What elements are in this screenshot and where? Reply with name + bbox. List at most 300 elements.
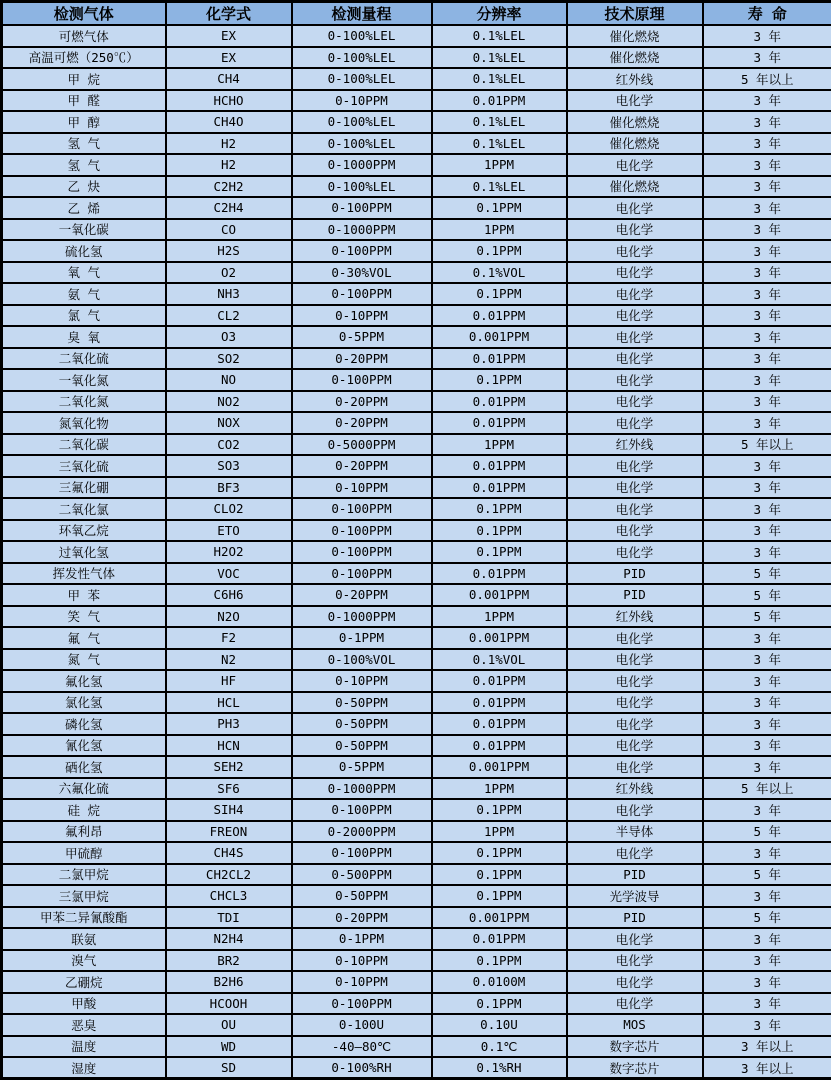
cell-formula: HF bbox=[166, 670, 292, 692]
cell-principle: 电化学 bbox=[567, 348, 703, 370]
cell-range: 0-50PPM bbox=[292, 692, 432, 714]
cell-principle: PID bbox=[567, 584, 703, 606]
cell-resolution: 0.1℃ bbox=[432, 1036, 567, 1058]
cell-principle: 催化燃烧 bbox=[567, 47, 703, 69]
cell-resolution: 0.1%LEL bbox=[432, 47, 567, 69]
cell-lifespan: 3 年 bbox=[703, 541, 831, 563]
cell-resolution: 0.01PPM bbox=[432, 348, 567, 370]
cell-principle: 红外线 bbox=[567, 606, 703, 628]
table-row bbox=[2, 283, 831, 305]
cell-resolution: 0.1PPM bbox=[432, 197, 567, 219]
cell-resolution: 0.1PPM bbox=[432, 541, 567, 563]
cell-range: -40—80℃ bbox=[292, 1036, 432, 1058]
cell-principle: 催化燃烧 bbox=[567, 25, 703, 47]
table-row bbox=[2, 305, 831, 327]
cell-lifespan: 5 年 bbox=[703, 563, 831, 585]
cell-gas: 氢 气 bbox=[2, 154, 166, 176]
cell-gas: 氟利昂 bbox=[2, 821, 166, 843]
cell-range: 0-100%VOL bbox=[292, 649, 432, 671]
table-row bbox=[2, 348, 831, 370]
table-row bbox=[2, 799, 831, 821]
table-row bbox=[2, 907, 831, 929]
cell-formula: CO bbox=[166, 219, 292, 241]
cell-formula: NO bbox=[166, 369, 292, 391]
table-row bbox=[2, 735, 831, 757]
cell-lifespan: 5 年 bbox=[703, 584, 831, 606]
table-row bbox=[2, 778, 831, 800]
cell-range: 0-5PPM bbox=[292, 756, 432, 778]
cell-lifespan: 5 年以上 bbox=[703, 778, 831, 800]
cell-principle: 红外线 bbox=[567, 434, 703, 456]
cell-principle: PID bbox=[567, 563, 703, 585]
cell-range: 0-20PPM bbox=[292, 412, 432, 434]
cell-formula: N2H4 bbox=[166, 928, 292, 950]
cell-range: 0-10PPM bbox=[292, 950, 432, 972]
table-row bbox=[2, 842, 831, 864]
cell-lifespan: 5 年 bbox=[703, 864, 831, 886]
table-row bbox=[2, 713, 831, 735]
table-row bbox=[2, 864, 831, 886]
cell-principle: 电化学 bbox=[567, 240, 703, 262]
cell-gas: 二氧化氮 bbox=[2, 391, 166, 413]
table-row bbox=[2, 68, 831, 90]
cell-resolution: 0.01PPM bbox=[432, 90, 567, 112]
cell-gas: 氟化氢 bbox=[2, 670, 166, 692]
cell-resolution: 0.1%LEL bbox=[432, 25, 567, 47]
cell-lifespan: 5 年 bbox=[703, 907, 831, 929]
cell-range: 0-20PPM bbox=[292, 455, 432, 477]
cell-formula: CH4S bbox=[166, 842, 292, 864]
cell-lifespan: 3 年 bbox=[703, 950, 831, 972]
cell-principle: 电化学 bbox=[567, 305, 703, 327]
cell-formula: H2 bbox=[166, 133, 292, 155]
cell-principle: 电化学 bbox=[567, 455, 703, 477]
cell-resolution: 1PPM bbox=[432, 606, 567, 628]
cell-lifespan: 3 年 bbox=[703, 25, 831, 47]
cell-lifespan: 3 年 bbox=[703, 928, 831, 950]
cell-principle: 电化学 bbox=[567, 154, 703, 176]
cell-gas: 甲 醇 bbox=[2, 111, 166, 133]
cell-resolution: 0.1PPM bbox=[432, 864, 567, 886]
cell-resolution: 0.01PPM bbox=[432, 928, 567, 950]
cell-formula: N2O bbox=[166, 606, 292, 628]
cell-range: 0-1000PPM bbox=[292, 778, 432, 800]
cell-formula: CLO2 bbox=[166, 498, 292, 520]
cell-gas: 三氧化硫 bbox=[2, 455, 166, 477]
cell-range: 0-30%VOL bbox=[292, 262, 432, 284]
cell-principle: 电化学 bbox=[567, 520, 703, 542]
cell-range: 0-1000PPM bbox=[292, 606, 432, 628]
cell-gas: 二氧化硫 bbox=[2, 348, 166, 370]
cell-gas: 氢 气 bbox=[2, 133, 166, 155]
cell-lifespan: 3 年以上 bbox=[703, 1036, 831, 1058]
table-row bbox=[2, 627, 831, 649]
cell-principle: 催化燃烧 bbox=[567, 176, 703, 198]
cell-gas: 三氯甲烷 bbox=[2, 885, 166, 907]
table-row bbox=[2, 971, 831, 993]
header-cell-lifespan: 寿 命 bbox=[703, 2, 831, 26]
table-row bbox=[2, 477, 831, 499]
cell-resolution: 0.1%LEL bbox=[432, 68, 567, 90]
cell-formula: OU bbox=[166, 1014, 292, 1036]
cell-range: 0-5000PPM bbox=[292, 434, 432, 456]
table-row bbox=[2, 606, 831, 628]
cell-lifespan: 3 年 bbox=[703, 692, 831, 714]
cell-lifespan: 3 年 bbox=[703, 133, 831, 155]
cell-resolution: 0.01PPM bbox=[432, 713, 567, 735]
cell-principle: 电化学 bbox=[567, 842, 703, 864]
cell-lifespan: 3 年 bbox=[703, 649, 831, 671]
header-cell-formula: 化学式 bbox=[166, 2, 292, 26]
cell-principle: 电化学 bbox=[567, 283, 703, 305]
table-row bbox=[2, 993, 831, 1015]
header-cell-range: 检测量程 bbox=[292, 2, 432, 26]
cell-formula: F2 bbox=[166, 627, 292, 649]
cell-principle: 电化学 bbox=[567, 756, 703, 778]
cell-resolution: 0.01PPM bbox=[432, 305, 567, 327]
cell-principle: 数字芯片 bbox=[567, 1036, 703, 1058]
cell-principle: 电化学 bbox=[567, 90, 703, 112]
table-row bbox=[2, 1014, 831, 1036]
cell-lifespan: 3 年 bbox=[703, 799, 831, 821]
cell-formula: O2 bbox=[166, 262, 292, 284]
cell-lifespan: 3 年 bbox=[703, 1014, 831, 1036]
cell-range: 0-10PPM bbox=[292, 90, 432, 112]
cell-gas: 氨 气 bbox=[2, 283, 166, 305]
cell-gas: 联氨 bbox=[2, 928, 166, 950]
cell-lifespan: 3 年 bbox=[703, 735, 831, 757]
cell-range: 0-20PPM bbox=[292, 584, 432, 606]
cell-range: 0-100%LEL bbox=[292, 47, 432, 69]
cell-formula: B2H6 bbox=[166, 971, 292, 993]
cell-formula: EX bbox=[166, 25, 292, 47]
cell-range: 0-100PPM bbox=[292, 283, 432, 305]
table-row bbox=[2, 326, 831, 348]
cell-gas: 氮 气 bbox=[2, 649, 166, 671]
table-row bbox=[2, 412, 831, 434]
cell-formula: HCN bbox=[166, 735, 292, 757]
cell-formula: HCOOH bbox=[166, 993, 292, 1015]
cell-gas: 乙 烯 bbox=[2, 197, 166, 219]
header-cell-gas: 检测气体 bbox=[2, 2, 166, 26]
cell-lifespan: 3 年 bbox=[703, 412, 831, 434]
cell-resolution: 0.1PPM bbox=[432, 520, 567, 542]
cell-principle: 红外线 bbox=[567, 778, 703, 800]
cell-gas: 过氧化氢 bbox=[2, 541, 166, 563]
cell-principle: 电化学 bbox=[567, 391, 703, 413]
table-row bbox=[2, 756, 831, 778]
cell-range: 0-10PPM bbox=[292, 670, 432, 692]
cell-resolution: 0.01PPM bbox=[432, 670, 567, 692]
cell-formula: SO3 bbox=[166, 455, 292, 477]
cell-resolution: 0.001PPM bbox=[432, 627, 567, 649]
cell-gas: 湿度 bbox=[2, 1057, 166, 1079]
cell-range: 0-100PPM bbox=[292, 520, 432, 542]
cell-range: 0-100%LEL bbox=[292, 111, 432, 133]
cell-lifespan: 3 年 bbox=[703, 455, 831, 477]
cell-formula: NH3 bbox=[166, 283, 292, 305]
cell-lifespan: 3 年 bbox=[703, 885, 831, 907]
cell-resolution: 1PPM bbox=[432, 434, 567, 456]
cell-resolution: 0.01PPM bbox=[432, 563, 567, 585]
cell-range: 0-10PPM bbox=[292, 477, 432, 499]
cell-range: 0-100%LEL bbox=[292, 133, 432, 155]
cell-formula: NOX bbox=[166, 412, 292, 434]
cell-resolution: 0.01PPM bbox=[432, 412, 567, 434]
table-row bbox=[2, 240, 831, 262]
cell-lifespan: 5 年以上 bbox=[703, 434, 831, 456]
cell-range: 0-10PPM bbox=[292, 305, 432, 327]
cell-lifespan: 3 年 bbox=[703, 154, 831, 176]
cell-formula: SIH4 bbox=[166, 799, 292, 821]
cell-principle: 电化学 bbox=[567, 627, 703, 649]
cell-formula: SD bbox=[166, 1057, 292, 1079]
table-header bbox=[2, 2, 831, 26]
table-row bbox=[2, 498, 831, 520]
cell-principle: 电化学 bbox=[567, 412, 703, 434]
cell-range: 0-50PPM bbox=[292, 885, 432, 907]
table-row bbox=[2, 47, 831, 69]
cell-lifespan: 3 年 bbox=[703, 348, 831, 370]
cell-lifespan: 3 年 bbox=[703, 670, 831, 692]
cell-lifespan: 3 年 bbox=[703, 240, 831, 262]
cell-lifespan: 3 年 bbox=[703, 993, 831, 1015]
cell-formula: EX bbox=[166, 47, 292, 69]
cell-resolution: 0.1PPM bbox=[432, 799, 567, 821]
cell-resolution: 0.1PPM bbox=[432, 283, 567, 305]
cell-formula: SO2 bbox=[166, 348, 292, 370]
cell-gas: 硫化氢 bbox=[2, 240, 166, 262]
cell-range: 0-100PPM bbox=[292, 799, 432, 821]
cell-gas: 挥发性气体 bbox=[2, 563, 166, 585]
cell-formula: CH4O bbox=[166, 111, 292, 133]
cell-formula: CL2 bbox=[166, 305, 292, 327]
cell-formula: CHCL3 bbox=[166, 885, 292, 907]
cell-principle: 电化学 bbox=[567, 735, 703, 757]
cell-range: 0-20PPM bbox=[292, 391, 432, 413]
cell-lifespan: 3 年 bbox=[703, 262, 831, 284]
cell-principle: 电化学 bbox=[567, 326, 703, 348]
cell-range: 0-1000PPM bbox=[292, 154, 432, 176]
cell-formula: ETO bbox=[166, 520, 292, 542]
cell-resolution: 0.1PPM bbox=[432, 369, 567, 391]
cell-range: 0-100PPM bbox=[292, 197, 432, 219]
cell-resolution: 0.1PPM bbox=[432, 498, 567, 520]
cell-gas: 硒化氢 bbox=[2, 756, 166, 778]
cell-formula: FREON bbox=[166, 821, 292, 843]
cell-formula: NO2 bbox=[166, 391, 292, 413]
cell-formula: H2S bbox=[166, 240, 292, 262]
cell-resolution: 0.01PPM bbox=[432, 391, 567, 413]
cell-resolution: 1PPM bbox=[432, 219, 567, 241]
table-row bbox=[2, 25, 831, 47]
cell-principle: 电化学 bbox=[567, 950, 703, 972]
cell-gas: 磷化氢 bbox=[2, 713, 166, 735]
cell-formula: BR2 bbox=[166, 950, 292, 972]
cell-range: 0-2000PPM bbox=[292, 821, 432, 843]
cell-range: 0-500PPM bbox=[292, 864, 432, 886]
table-row bbox=[2, 111, 831, 133]
cell-formula: SF6 bbox=[166, 778, 292, 800]
cell-range: 0-50PPM bbox=[292, 713, 432, 735]
cell-principle: 催化燃烧 bbox=[567, 133, 703, 155]
cell-lifespan: 3 年 bbox=[703, 90, 831, 112]
cell-principle: 电化学 bbox=[567, 692, 703, 714]
cell-formula: H2 bbox=[166, 154, 292, 176]
cell-resolution: 1PPM bbox=[432, 778, 567, 800]
cell-principle: 电化学 bbox=[567, 713, 703, 735]
table-row bbox=[2, 1057, 831, 1079]
table-body bbox=[2, 25, 831, 1079]
cell-gas: 乙 炔 bbox=[2, 176, 166, 198]
cell-gas: 笑 气 bbox=[2, 606, 166, 628]
cell-gas: 氮氧化物 bbox=[2, 412, 166, 434]
cell-resolution: 0.01PPM bbox=[432, 477, 567, 499]
cell-resolution: 0.01PPM bbox=[432, 692, 567, 714]
table-row bbox=[2, 885, 831, 907]
cell-principle: 电化学 bbox=[567, 262, 703, 284]
cell-principle: 电化学 bbox=[567, 197, 703, 219]
table-row bbox=[2, 928, 831, 950]
cell-resolution: 0.01PPM bbox=[432, 455, 567, 477]
cell-range: 0-20PPM bbox=[292, 348, 432, 370]
cell-gas: 氧 气 bbox=[2, 262, 166, 284]
cell-gas: 甲硫醇 bbox=[2, 842, 166, 864]
cell-range: 0-100PPM bbox=[292, 240, 432, 262]
cell-range: 0-1000PPM bbox=[292, 219, 432, 241]
cell-resolution: 0.1%VOL bbox=[432, 649, 567, 671]
cell-principle: 电化学 bbox=[567, 541, 703, 563]
cell-resolution: 0.001PPM bbox=[432, 907, 567, 929]
table-row bbox=[2, 133, 831, 155]
table-row bbox=[2, 670, 831, 692]
cell-lifespan: 3 年 bbox=[703, 305, 831, 327]
cell-gas: 甲 醛 bbox=[2, 90, 166, 112]
table-row bbox=[2, 563, 831, 585]
table-row bbox=[2, 692, 831, 714]
cell-principle: 电化学 bbox=[567, 928, 703, 950]
cell-resolution: 1PPM bbox=[432, 154, 567, 176]
header-row bbox=[2, 2, 831, 26]
cell-formula: H2O2 bbox=[166, 541, 292, 563]
cell-gas: 温度 bbox=[2, 1036, 166, 1058]
cell-range: 0-1PPM bbox=[292, 627, 432, 649]
cell-lifespan: 3 年 bbox=[703, 477, 831, 499]
cell-gas: 二氧化氯 bbox=[2, 498, 166, 520]
cell-principle: 电化学 bbox=[567, 477, 703, 499]
cell-gas: 二氧化碳 bbox=[2, 434, 166, 456]
cell-lifespan: 3 年 bbox=[703, 520, 831, 542]
cell-range: 0-100PPM bbox=[292, 498, 432, 520]
cell-formula: CH2CL2 bbox=[166, 864, 292, 886]
cell-formula: C6H6 bbox=[166, 584, 292, 606]
cell-gas: 甲苯二异氰酸酯 bbox=[2, 907, 166, 929]
cell-formula: TDI bbox=[166, 907, 292, 929]
cell-range: 0-100PPM bbox=[292, 369, 432, 391]
table-row bbox=[2, 369, 831, 391]
cell-resolution: 0.001PPM bbox=[432, 584, 567, 606]
cell-gas: 氟 气 bbox=[2, 627, 166, 649]
cell-lifespan: 3 年 bbox=[703, 326, 831, 348]
table-row bbox=[2, 541, 831, 563]
table-row bbox=[2, 584, 831, 606]
cell-formula: SEH2 bbox=[166, 756, 292, 778]
cell-resolution: 0.10U bbox=[432, 1014, 567, 1036]
cell-lifespan: 5 年 bbox=[703, 821, 831, 843]
cell-range: 0-100PPM bbox=[292, 993, 432, 1015]
cell-principle: PID bbox=[567, 864, 703, 886]
cell-lifespan: 3 年 bbox=[703, 713, 831, 735]
cell-resolution: 0.01PPM bbox=[432, 735, 567, 757]
cell-resolution: 0.001PPM bbox=[432, 756, 567, 778]
table-row bbox=[2, 455, 831, 477]
cell-gas: 溴气 bbox=[2, 950, 166, 972]
cell-lifespan: 3 年 bbox=[703, 369, 831, 391]
cell-gas: 恶臭 bbox=[2, 1014, 166, 1036]
cell-resolution: 0.1%LEL bbox=[432, 176, 567, 198]
cell-gas: 环氧乙烷 bbox=[2, 520, 166, 542]
cell-range: 0-100PPM bbox=[292, 842, 432, 864]
cell-formula: O3 bbox=[166, 326, 292, 348]
cell-gas: 氯 气 bbox=[2, 305, 166, 327]
cell-lifespan: 3 年 bbox=[703, 283, 831, 305]
cell-principle: 半导体 bbox=[567, 821, 703, 843]
cell-lifespan: 3 年 bbox=[703, 971, 831, 993]
cell-range: 0-100U bbox=[292, 1014, 432, 1036]
table-row bbox=[2, 197, 831, 219]
cell-gas: 可燃气体 bbox=[2, 25, 166, 47]
cell-resolution: 0.1PPM bbox=[432, 993, 567, 1015]
cell-resolution: 0.1%VOL bbox=[432, 262, 567, 284]
cell-range: 0-20PPM bbox=[292, 907, 432, 929]
cell-resolution: 0.1PPM bbox=[432, 842, 567, 864]
cell-formula: C2H4 bbox=[166, 197, 292, 219]
table-row bbox=[2, 649, 831, 671]
cell-resolution: 0.001PPM bbox=[432, 326, 567, 348]
cell-gas: 硅 烷 bbox=[2, 799, 166, 821]
cell-range: 0-100PPM bbox=[292, 541, 432, 563]
cell-formula: BF3 bbox=[166, 477, 292, 499]
table-row bbox=[2, 1036, 831, 1058]
cell-gas: 高温可燃（250℃） bbox=[2, 47, 166, 69]
cell-range: 0-100%RH bbox=[292, 1057, 432, 1079]
cell-gas: 臭 氧 bbox=[2, 326, 166, 348]
cell-range: 0-1PPM bbox=[292, 928, 432, 950]
table-row bbox=[2, 176, 831, 198]
cell-lifespan: 3 年以上 bbox=[703, 1057, 831, 1079]
cell-principle: 电化学 bbox=[567, 219, 703, 241]
cell-gas: 一氧化氮 bbox=[2, 369, 166, 391]
cell-principle: 电化学 bbox=[567, 993, 703, 1015]
cell-formula: VOC bbox=[166, 563, 292, 585]
cell-principle: 催化燃烧 bbox=[567, 111, 703, 133]
cell-gas: 氯化氢 bbox=[2, 692, 166, 714]
cell-gas: 甲酸 bbox=[2, 993, 166, 1015]
cell-formula: HCL bbox=[166, 692, 292, 714]
cell-gas: 六氟化硫 bbox=[2, 778, 166, 800]
cell-principle: 光学波导 bbox=[567, 885, 703, 907]
cell-formula: HCHO bbox=[166, 90, 292, 112]
cell-resolution: 0.1PPM bbox=[432, 950, 567, 972]
cell-lifespan: 3 年 bbox=[703, 47, 831, 69]
cell-lifespan: 3 年 bbox=[703, 176, 831, 198]
cell-gas: 甲 烷 bbox=[2, 68, 166, 90]
cell-range: 0-50PPM bbox=[292, 735, 432, 757]
cell-lifespan: 3 年 bbox=[703, 756, 831, 778]
cell-lifespan: 3 年 bbox=[703, 391, 831, 413]
cell-resolution: 0.1%LEL bbox=[432, 133, 567, 155]
cell-lifespan: 3 年 bbox=[703, 498, 831, 520]
